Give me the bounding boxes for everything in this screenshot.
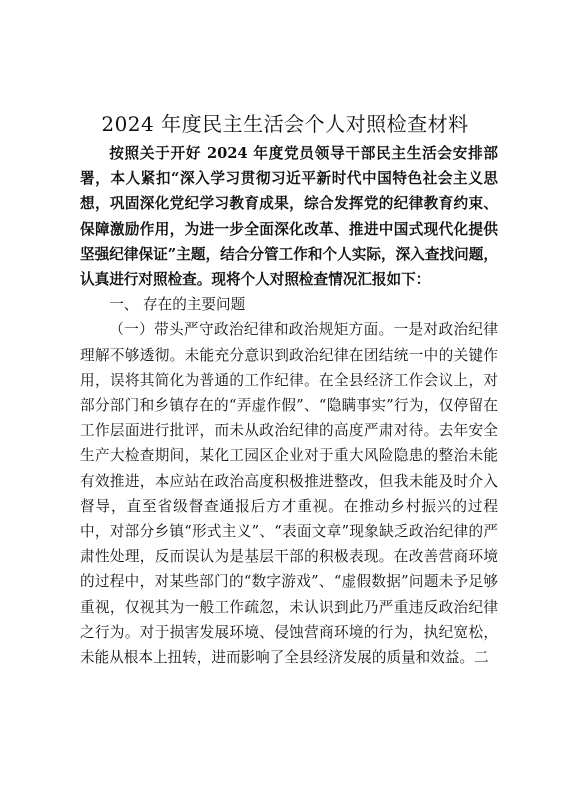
intro-paragraph: 按照关于开好 2024 年度党员领导干部民主生活会安排部署，本人紧扣“深入学习贯彻习近平新时代中国特色社会主义思想，巩固深化党纪学习教育成果，综合发挥党的纪律教育约束、保障激励作用，为进一步全面深化改革、推进中国式现代化提供坚强纪律保证”主题，结合分管工作和个人实际，深入查找问题，认真进行对照检查。现将个人对照检查情况汇报如下： xyxy=(80,145,498,289)
body-paragraph: （一）带头严守政治纪律和政治规矩方面。一是对政治纪律理解不够透彻。未能充分意识到政治纪律在团结统一中的关键作用，误将其简化为普通的工作纪律。在全县经济工作会议上，对部分部门和乡镇存在的“弄虚作假”、“隐瞒事实”行为，仅停留在工作层面进行批评，而未从政治纪律的高度严肃对待。去年安全生产大检查期间，某化工园区企业对于重大风险隐患的整治未能有效推进，本应站在政治高度积极推进整改，但我未能及时介入督导，直至省级督查通报后方才重视。在推动乡村振兴的过程中，对部分乡镇“形式主义”、“表面文章”现象缺乏政治纪律的严肃性处理，反而误认为是基层干部的积极表现。在改善营商环境的过程中，对某些部门的“数字游戏”、“虚假数据”问题未予足够重视，仅视其为一般工作疏忽，未认识到此乃严重违反政治纪律之行为。对于损害发展环境、侵蚀营商环境的行为，执纪宽松，未能从根本上扭转，进而影响了全县经济发展的质量和效益。二 xyxy=(80,321,498,667)
document-title: 2024 年度民主生活会个人对照检查材料 xyxy=(101,112,469,136)
document-body xyxy=(80,141,498,670)
section-heading: 一、 存在的主要问题 xyxy=(109,296,246,314)
